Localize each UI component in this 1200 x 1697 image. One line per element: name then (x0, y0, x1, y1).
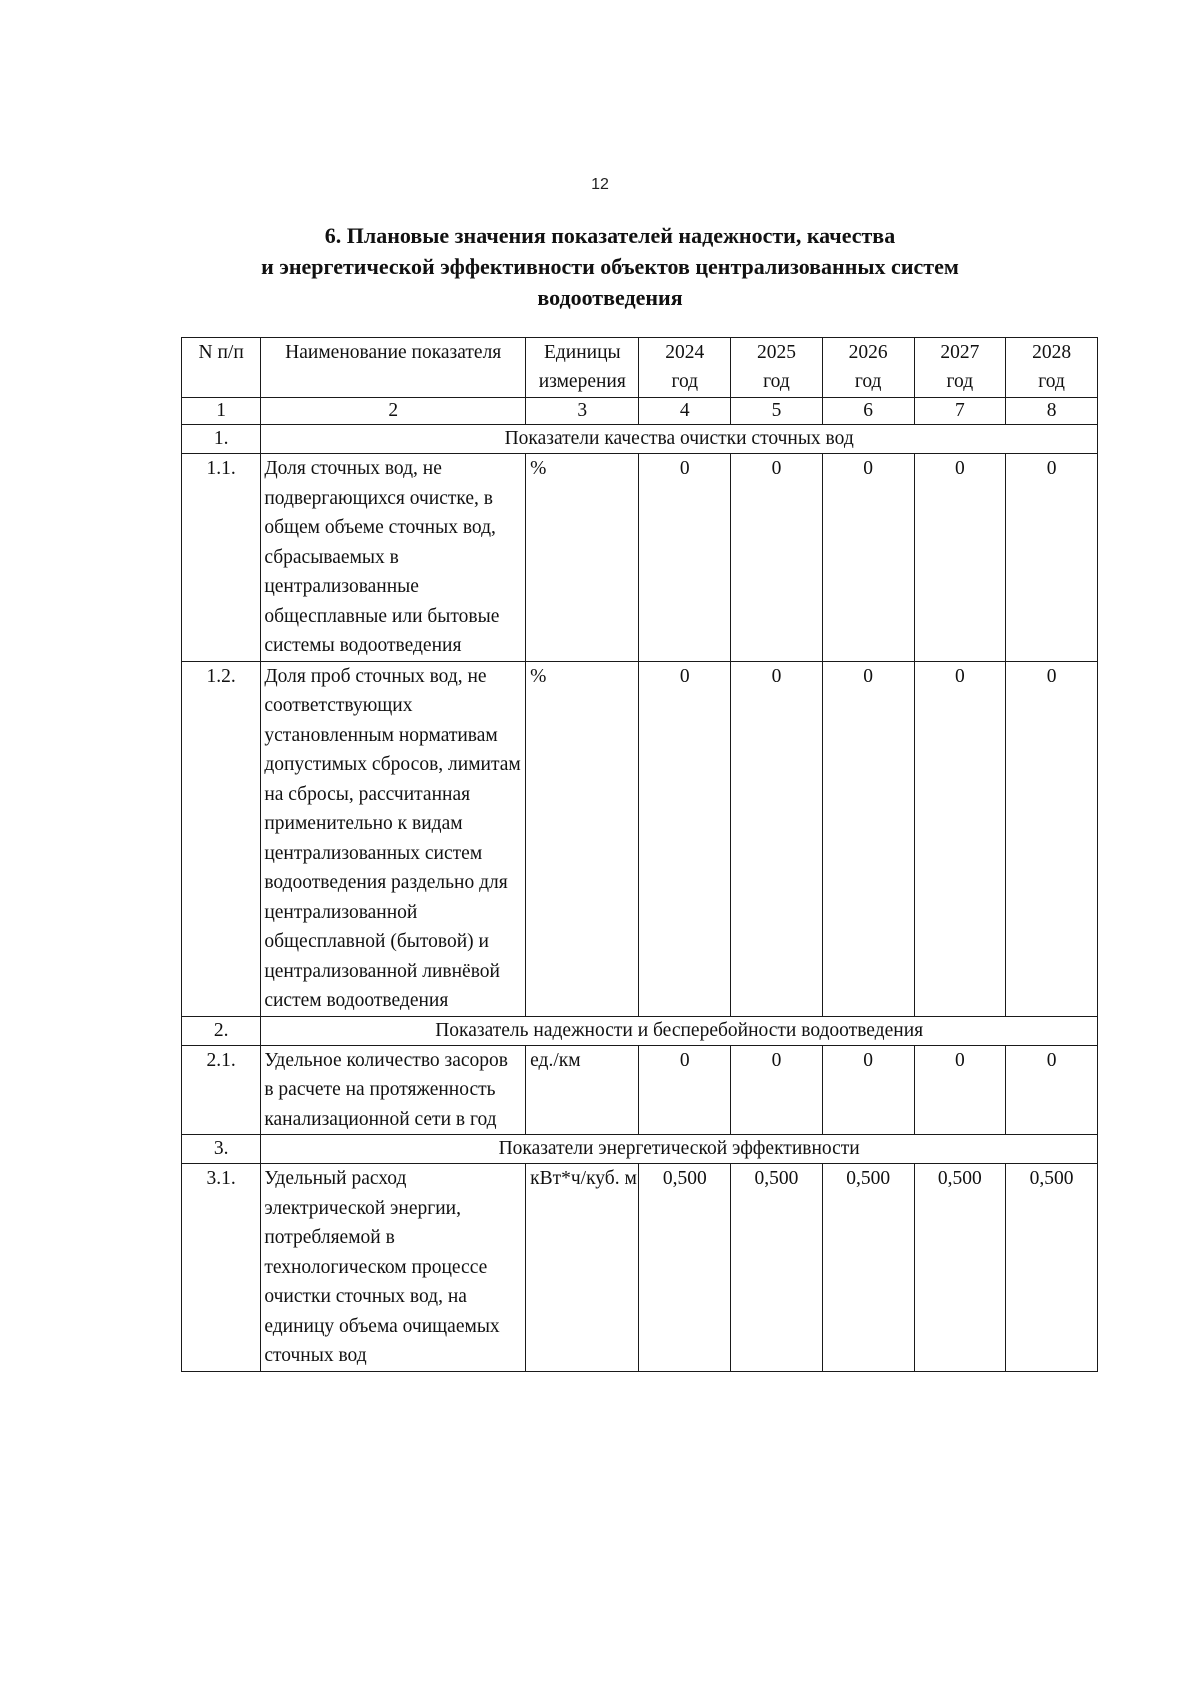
row-number: 1.1. (182, 454, 261, 662)
header-year-2025 (731, 338, 823, 398)
value-2026: 0 (822, 661, 914, 1016)
header-year: 2024 (665, 342, 705, 363)
column-number: 4 (639, 398, 731, 425)
indicators-table (181, 337, 1098, 1372)
table-row (182, 661, 1098, 1016)
value-2024: 0,500 (639, 1164, 731, 1372)
table-row (182, 454, 1098, 662)
header-year-2026 (822, 338, 914, 398)
header-unit-line-1: Единицы (543, 342, 621, 363)
indicator-unit: ед./км (526, 1045, 639, 1135)
value-2027: 0,500 (914, 1164, 1006, 1372)
value-2024: 0 (639, 454, 731, 662)
column-number: 1 (182, 398, 261, 425)
value-2028: 0 (1006, 661, 1098, 1016)
page-number: 12 (591, 176, 609, 193)
value-2028: 0 (1006, 454, 1098, 662)
header-year-2024 (639, 338, 731, 398)
header-year: 2027 (940, 342, 980, 363)
row-number: 1.2. (182, 661, 261, 1016)
value-2025: 0 (731, 1045, 823, 1135)
section-number: 2. (182, 1016, 261, 1045)
header-year-suffix: год (763, 371, 790, 392)
indicator-unit: % (526, 454, 639, 662)
indicator-name: Доля сточных вод, не подвергающихся очистке, в общем объеме сточных вод, сбрасываемых в централизованные общесплавные или бытовые системы водоотведения (261, 454, 526, 662)
section-title: Показатели энергетической эффективности (261, 1135, 1098, 1164)
header-year: 2028 (1032, 342, 1072, 363)
value-2025: 0 (731, 454, 823, 662)
section-row (182, 1135, 1098, 1164)
section-row (182, 1016, 1098, 1045)
value-2024: 0 (639, 1045, 731, 1135)
value-2026: 0,500 (822, 1164, 914, 1372)
section-title: Показатели качества очистки сточных вод (261, 425, 1098, 454)
header-year-suffix: год (1038, 371, 1065, 392)
indicator-name: Удельное количество засоров в расчете на протяженность канализационной сети в год (261, 1045, 526, 1135)
title-line-3: водоотведения (537, 285, 683, 310)
section-row (182, 425, 1098, 454)
title-line-2: и энергетической эффективности объектов централизованных систем (261, 254, 959, 279)
column-number-row (182, 398, 1098, 425)
column-number: 3 (526, 398, 639, 425)
header-year-2028 (1006, 338, 1098, 398)
indicator-name: Доля проб сточных вод, не соответствующих установленным нормативам допустимых сбросов, лимитам на сбросы, рассчитанная применительно к видам централизованных систем водоотведения раздельно для централизованной общесплавной (бытовой) и централизованной ливнёвой систем водоотведения (261, 661, 526, 1016)
header-year: 2026 (848, 342, 888, 363)
column-number: 6 (822, 398, 914, 425)
value-2028: 0,500 (1006, 1164, 1098, 1372)
row-number: 3.1. (182, 1164, 261, 1372)
table-header-row (182, 338, 1098, 398)
value-2027: 0 (914, 454, 1006, 662)
header-year-suffix: год (946, 371, 974, 392)
value-2026: 0 (822, 454, 914, 662)
value-2027: 0 (914, 1045, 1006, 1135)
indicator-name: Удельный расход электрической энергии, потребляемой в технологическом процессе очистки сточных вод, на единицу объема очищаемых сточных вод (261, 1164, 526, 1372)
column-number: 8 (1006, 398, 1098, 425)
value-2026: 0 (822, 1045, 914, 1135)
title-line-1: 6. Плановые значения показателей надежности, качества (324, 223, 896, 248)
header-year: 2025 (756, 342, 796, 363)
value-2028: 0 (1006, 1045, 1098, 1135)
value-2027: 0 (914, 661, 1006, 1016)
page-title (180, 220, 1040, 313)
section-title: Показатель надежности и бесперебойности водоотведения (261, 1016, 1098, 1045)
section-number: 3. (182, 1135, 261, 1164)
value-2024: 0 (639, 661, 731, 1016)
indicator-unit: кВт*ч/куб. м (526, 1164, 639, 1372)
header-year-2027 (914, 338, 1006, 398)
table-row (182, 1164, 1098, 1372)
header-year-suffix: год (854, 371, 882, 392)
column-number: 7 (914, 398, 1006, 425)
header-name: Наименование показателя (261, 338, 526, 398)
column-number: 5 (731, 398, 823, 425)
column-number: 2 (261, 398, 526, 425)
row-number: 2.1. (182, 1045, 261, 1135)
value-2025: 0 (731, 661, 823, 1016)
header-num: N п/п (182, 338, 261, 398)
header-unit (526, 338, 639, 398)
header-year-suffix: год (671, 371, 699, 392)
header-unit-line-2: измерения (538, 371, 626, 392)
table-row (182, 1045, 1098, 1135)
indicator-unit: % (526, 661, 639, 1016)
value-2025: 0,500 (731, 1164, 823, 1372)
section-number: 1. (182, 425, 261, 454)
